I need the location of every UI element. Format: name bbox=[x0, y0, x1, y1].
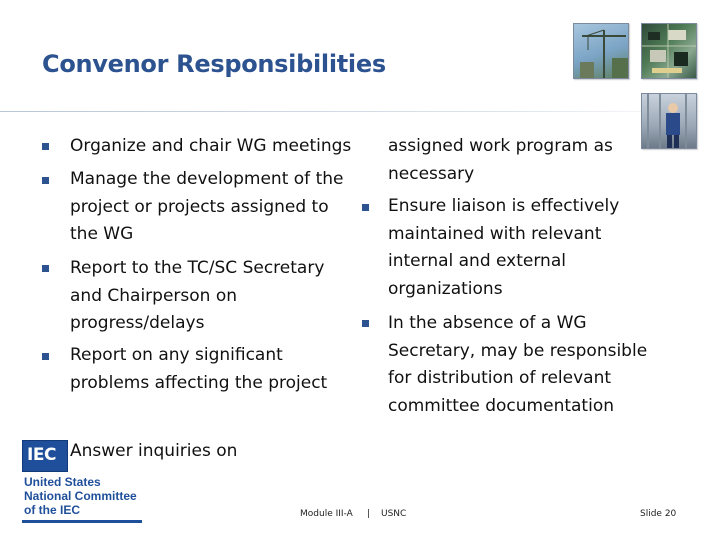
bullet-text-report-problems: Report on any significant problems affecting the project bbox=[70, 345, 328, 393]
bullet-text-manage: Manage the development of the project or projects assigned to the WG bbox=[70, 169, 344, 244]
footer-module: Module III-A bbox=[300, 509, 353, 519]
iec-logo-mark: IEC bbox=[22, 440, 68, 472]
footer-separator: | bbox=[367, 509, 371, 519]
construction-crane-photo bbox=[573, 23, 629, 79]
bullet-text-answer: Answer inquiries on bbox=[70, 441, 238, 461]
bullet-text-report-tc: Report to the TC/SC Secretary and Chairperson on progress/delays bbox=[70, 258, 325, 333]
logo-underline bbox=[22, 520, 142, 523]
logo-wordmark: United States National Committee of the IEC bbox=[24, 475, 137, 517]
bullet-marker bbox=[42, 143, 49, 150]
title-divider bbox=[0, 111, 720, 112]
bullet-marker bbox=[362, 320, 369, 327]
bullet-text-liaison: Ensure liaison is effectively maintained with relevant internal and external organizations bbox=[388, 196, 620, 299]
bullet-text-organize: Organize and chair WG meetings bbox=[70, 136, 352, 156]
footer-org: USNC bbox=[381, 509, 407, 519]
circuit-board-photo bbox=[641, 23, 697, 79]
continuation-text: assigned work program as necessary bbox=[388, 136, 613, 184]
bullet-text-absence: In the absence of a WG Secretary, may be responsible for distribution of relevant committee documentation bbox=[388, 313, 648, 416]
bullet-marker bbox=[42, 265, 49, 272]
bullet-marker bbox=[42, 177, 49, 184]
slide-number: Slide 20 bbox=[640, 509, 677, 519]
bullet-marker bbox=[42, 353, 49, 360]
usnc-iec-logo bbox=[22, 440, 152, 524]
slide-title: Convenor Responsibilities bbox=[42, 50, 386, 78]
engineer-photo bbox=[641, 93, 697, 149]
bullet-marker bbox=[362, 204, 369, 211]
